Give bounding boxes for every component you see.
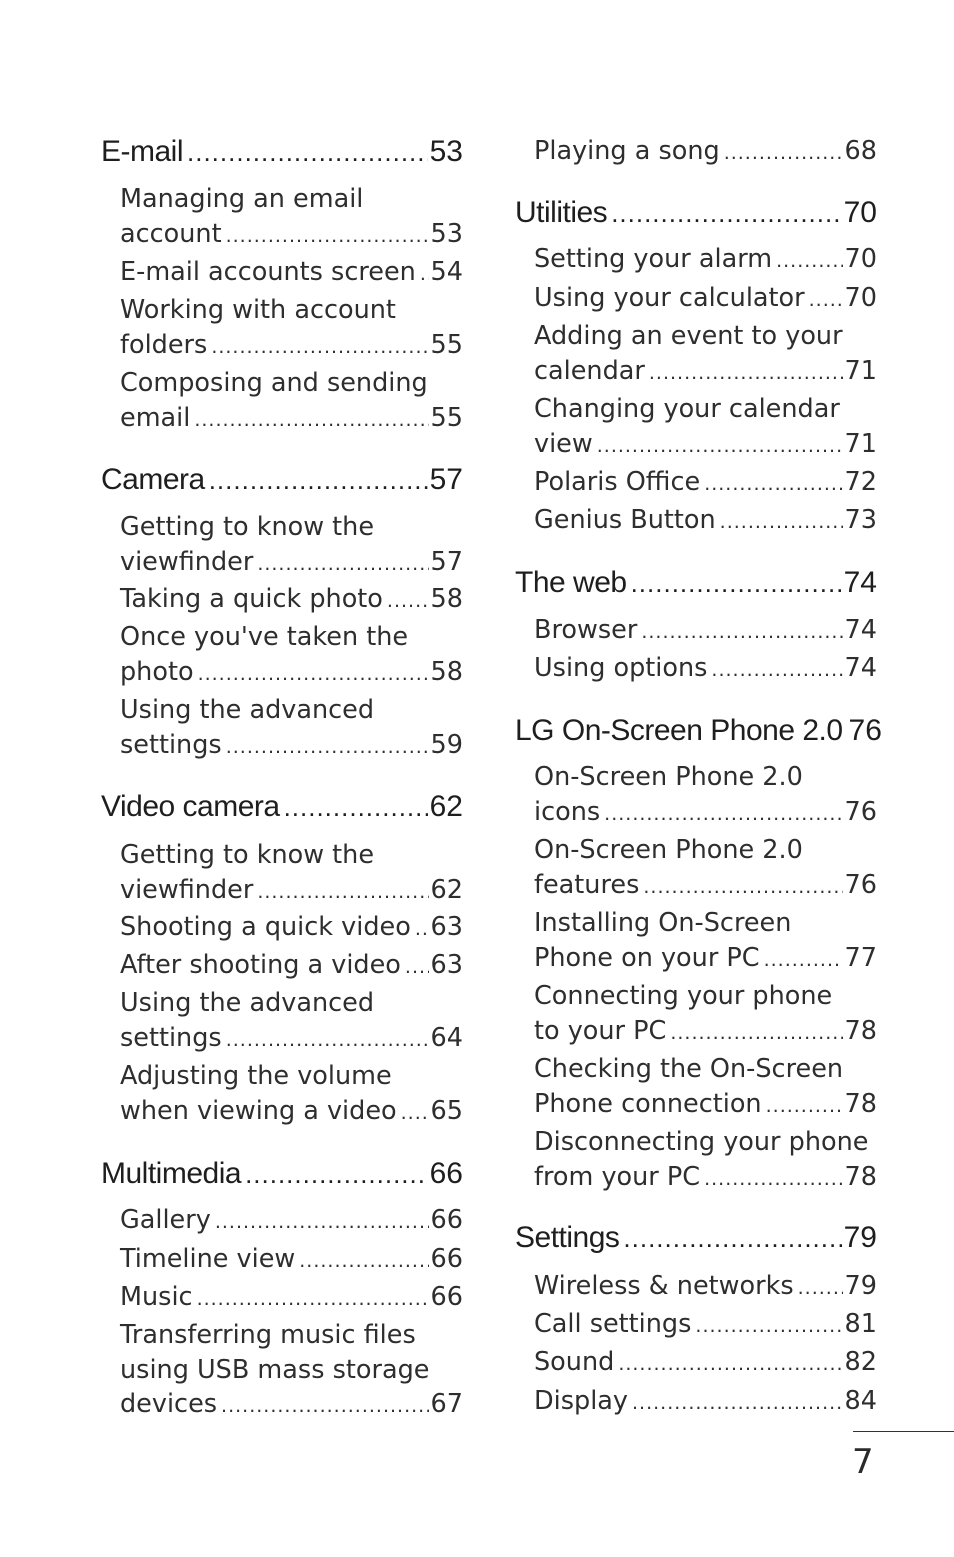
- entry-line: [120, 1280, 463, 1317]
- entry-page-number: 74: [844, 653, 877, 683]
- entry-title: when viewing a video: [120, 1095, 397, 1126]
- entry-title: Sound: [534, 1347, 615, 1377]
- dot-leader: [401, 1096, 429, 1131]
- toc-section[interactable]: [101, 790, 463, 824]
- entry-title: to your PC: [534, 1015, 667, 1046]
- entry-line: [120, 328, 463, 365]
- toc-entry[interactable]: [120, 948, 463, 985]
- dot-leader: [245, 1159, 428, 1190]
- entry-title-line: Getting to know the: [120, 840, 375, 870]
- entry-page-number: 58: [430, 656, 463, 687]
- entry-line: [120, 1021, 463, 1058]
- entry-title-line: On-Screen Phone 2.0: [534, 835, 803, 865]
- entry-title-line: Composing and sending: [120, 368, 428, 398]
- entry-title: Camera: [101, 463, 205, 496]
- toc-section[interactable]: [101, 463, 463, 497]
- dot-leader: [211, 330, 428, 365]
- entry-line: [534, 1269, 877, 1306]
- toc-section[interactable]: [515, 566, 877, 600]
- entry-title-line: Using the advanced: [120, 695, 375, 725]
- entry-line: [534, 427, 877, 464]
- entry-title: Using options: [534, 653, 708, 683]
- dot-leader: [798, 1271, 843, 1306]
- entry-page-number: 72: [844, 467, 877, 497]
- entry-title: Taking a quick photo: [120, 584, 383, 614]
- entry-title: Phone on your PC: [534, 942, 760, 973]
- dot-leader: [809, 283, 843, 318]
- entry-title: viewfinder: [120, 546, 254, 577]
- dot-leader: [643, 870, 842, 905]
- entry-page-number: 54: [430, 257, 463, 287]
- toc-section[interactable]: [515, 196, 877, 230]
- toc-entry[interactable]: [534, 465, 877, 502]
- entry-title: Multimedia: [101, 1157, 242, 1190]
- toc-entry[interactable]: [534, 979, 877, 1050]
- entry-title: photo: [120, 656, 194, 687]
- dot-leader: [197, 1282, 429, 1317]
- entry-title: Genius Button: [534, 505, 716, 535]
- entry-line: [120, 545, 463, 582]
- dot-leader: [632, 1386, 843, 1421]
- entry-line: [101, 463, 463, 497]
- entry-line: [534, 503, 877, 540]
- entry-page-number: 59: [430, 729, 463, 760]
- dot-leader: [776, 244, 842, 279]
- toc-entry[interactable]: [120, 1318, 463, 1424]
- entry-line: [534, 868, 877, 905]
- entry-page-number: 79: [843, 1221, 877, 1254]
- toc-entry[interactable]: [534, 1345, 877, 1382]
- dot-leader: [764, 943, 843, 978]
- entry-line: [534, 1014, 877, 1051]
- dot-leader: [724, 136, 843, 171]
- entry-title: LG On-Screen Phone 2.0: [515, 714, 843, 747]
- toc-entry[interactable]: [120, 1203, 463, 1240]
- toc-section[interactable]: [101, 135, 463, 169]
- toc-entry[interactable]: [120, 838, 463, 909]
- entry-title: Settings: [515, 1221, 620, 1254]
- entry-line: [515, 714, 882, 748]
- entry-title-line: Working with account: [120, 295, 396, 325]
- entry-line: [534, 613, 877, 650]
- toc-entry[interactable]: [120, 620, 463, 691]
- toc-entry[interactable]: [120, 1280, 463, 1317]
- dot-leader: [618, 1347, 842, 1382]
- dot-leader: [670, 1016, 842, 1051]
- dot-leader: [415, 912, 429, 947]
- entry-title: from your PC: [534, 1161, 701, 1192]
- entry-title-line: Using the advanced: [120, 988, 375, 1018]
- toc-entry[interactable]: [534, 1307, 877, 1344]
- entry-page-number: 66: [430, 1282, 463, 1312]
- entry-line: [534, 1345, 877, 1382]
- entry-page-number: 77: [844, 942, 877, 973]
- entry-line: [515, 566, 877, 600]
- entry-page-number: 62: [430, 874, 463, 905]
- toc-entry[interactable]: [534, 833, 877, 904]
- toc-entry[interactable]: [120, 293, 463, 364]
- entry-title: devices: [120, 1389, 218, 1419]
- dot-leader: [597, 429, 843, 464]
- entry-page-number: 71: [844, 355, 877, 386]
- dot-leader: [720, 505, 843, 540]
- dot-leader: [704, 1162, 842, 1197]
- entry-line: [120, 948, 463, 985]
- toc-entry[interactable]: [120, 255, 463, 292]
- dot-leader: [209, 465, 428, 496]
- entry-title: After shooting a video: [120, 950, 401, 980]
- entry-page-number: 63: [430, 912, 463, 942]
- dot-leader: [299, 1244, 428, 1279]
- entry-title: calendar: [534, 355, 645, 386]
- entry-page-number: 53: [430, 218, 463, 249]
- entry-page-number: 68: [844, 136, 877, 166]
- entry-line: [120, 582, 463, 619]
- entry-title-line: Transferring music files: [120, 1320, 416, 1350]
- entry-line: [101, 1157, 463, 1191]
- toc-entry[interactable]: [120, 1242, 463, 1279]
- toc-entry[interactable]: [120, 510, 463, 581]
- entry-line: [120, 255, 463, 292]
- dot-leader: [649, 356, 843, 391]
- page-number: 7: [852, 1442, 874, 1482]
- toc-entry[interactable]: [120, 986, 463, 1057]
- entry-page-number: 74: [843, 566, 877, 599]
- entry-title: email: [120, 402, 191, 433]
- toc-entry[interactable]: [534, 1269, 877, 1306]
- entry-line: [534, 941, 877, 978]
- dot-leader: [226, 1023, 429, 1058]
- entry-title: Polaris Office: [534, 467, 701, 497]
- entry-line: [120, 728, 463, 765]
- toc-entry[interactable]: [534, 1125, 877, 1196]
- entry-page-number: 71: [844, 428, 877, 459]
- entry-page-number: 82: [844, 1347, 877, 1377]
- dot-leader: [623, 1223, 841, 1254]
- entry-page-number: 70: [844, 283, 877, 313]
- toc-entry[interactable]: [120, 1059, 463, 1130]
- entry-title-line: Getting to know the: [120, 512, 375, 542]
- dot-leader: [387, 584, 429, 619]
- entry-line: [515, 196, 877, 230]
- toc-section[interactable]: [515, 1221, 877, 1255]
- toc-entry[interactable]: [534, 242, 877, 279]
- entry-title: The web: [515, 566, 627, 599]
- dot-leader: [631, 568, 842, 599]
- entry-title-line: using USB mass storage: [120, 1354, 430, 1385]
- entry-line: [534, 651, 877, 688]
- dot-leader: [198, 657, 429, 692]
- entry-title: E-mail accounts screen: [120, 257, 416, 287]
- entry-title-line: On-Screen Phone 2.0: [534, 762, 803, 792]
- dot-leader: [695, 1309, 842, 1344]
- entry-line: [120, 1387, 463, 1424]
- toc-section[interactable]: [101, 1157, 463, 1191]
- entry-page-number: 79: [844, 1271, 877, 1301]
- entry-title: features: [534, 869, 640, 900]
- entry-title: icons: [534, 796, 601, 827]
- toc-entry[interactable]: [120, 693, 463, 764]
- entry-title: Music: [120, 1282, 193, 1312]
- entry-page-number: 66: [430, 1244, 463, 1274]
- toc-entry[interactable]: [534, 1052, 877, 1123]
- entry-page-number: 66: [429, 1157, 463, 1190]
- dot-leader: [604, 797, 842, 832]
- entry-title-line: Adding an event to your: [534, 321, 843, 351]
- entry-page-number: 78: [844, 1088, 877, 1119]
- entry-page-number: 81: [844, 1309, 877, 1339]
- toc-entry[interactable]: [534, 281, 877, 318]
- toc-entry[interactable]: [534, 760, 877, 831]
- dot-leader: [704, 467, 842, 502]
- entry-line: [534, 1307, 877, 1344]
- entry-page-number: 55: [430, 402, 463, 433]
- dot-leader: [226, 219, 429, 254]
- entry-line: [534, 1160, 877, 1197]
- toc-entry[interactable]: [534, 1384, 877, 1421]
- entry-page-number: 76: [844, 796, 877, 827]
- toc-entry[interactable]: [120, 910, 463, 947]
- dot-leader: [405, 950, 429, 985]
- entry-title-line: Disconnecting your phone: [534, 1127, 869, 1157]
- entry-title: Shooting a quick video: [120, 912, 411, 942]
- entry-line: [534, 354, 877, 391]
- entry-title-line: Managing an email: [120, 184, 364, 214]
- toc-entry[interactable]: [120, 366, 463, 437]
- entry-page-number: 76: [844, 869, 877, 900]
- entry-page-number: 55: [430, 329, 463, 360]
- entry-line: [101, 135, 463, 169]
- entry-title-line: Checking the On-Screen: [534, 1054, 844, 1084]
- entry-line: [120, 910, 463, 947]
- dot-leader: [420, 257, 429, 292]
- dot-leader: [215, 1205, 429, 1240]
- entry-title: Setting your alarm: [534, 244, 773, 274]
- dot-leader: [226, 730, 429, 765]
- entry-title: account: [120, 218, 222, 249]
- entry-page-number: 57: [429, 463, 463, 496]
- entry-line: [534, 134, 877, 171]
- entry-page-number: 74: [844, 615, 877, 645]
- dot-leader: [194, 403, 428, 438]
- entry-title: Phone connection: [534, 1088, 762, 1119]
- entry-line: [120, 1094, 463, 1131]
- toc-entry[interactable]: [120, 182, 463, 253]
- entry-title: E-mail: [101, 135, 184, 168]
- entry-page-number: 65: [430, 1095, 463, 1126]
- page-number-rule: [853, 1431, 954, 1432]
- entry-title: Display: [534, 1386, 628, 1416]
- entry-line: [534, 1087, 877, 1124]
- entry-page-number: 53: [429, 135, 463, 168]
- dot-leader: [187, 137, 428, 168]
- entry-page-number: 70: [843, 196, 877, 229]
- entry-title-line: Once you've taken the: [120, 622, 409, 652]
- entry-page-number: 70: [844, 244, 877, 274]
- toc-entry[interactable]: [534, 319, 877, 390]
- entry-line: [515, 1221, 877, 1255]
- entry-line: [534, 242, 877, 279]
- toc-entry[interactable]: [534, 392, 877, 463]
- toc-entry[interactable]: [534, 613, 877, 650]
- entry-page-number: 64: [430, 1022, 463, 1053]
- dot-leader: [611, 198, 841, 229]
- entry-page-number: 67: [430, 1389, 463, 1419]
- toc-entry[interactable]: [534, 503, 877, 540]
- entry-page-number: 58: [430, 584, 463, 614]
- dot-leader: [257, 547, 428, 582]
- entry-line: [120, 217, 463, 254]
- entry-title: Call settings: [534, 1309, 692, 1339]
- entry-page-number: 57: [430, 546, 463, 577]
- entry-page-number: 78: [844, 1015, 877, 1046]
- entry-page-number: 78: [844, 1161, 877, 1192]
- entry-page-number: 62: [429, 790, 463, 823]
- entry-line: [120, 1242, 463, 1279]
- entry-line: [534, 1384, 877, 1421]
- entry-line: [534, 795, 877, 832]
- entry-title: folders: [120, 329, 208, 360]
- toc-entry[interactable]: [534, 651, 877, 688]
- dot-leader: [221, 1389, 429, 1424]
- toc-entry[interactable]: [120, 582, 463, 619]
- entry-line: [120, 1203, 463, 1240]
- entry-title: Video camera: [101, 790, 280, 823]
- entry-title: Browser: [534, 615, 638, 645]
- entry-title: Gallery: [120, 1205, 211, 1235]
- entry-page-number: 73: [844, 505, 877, 535]
- entry-title-line: Connecting your phone: [534, 981, 833, 1011]
- entry-page-number: 84: [844, 1386, 877, 1416]
- dot-leader: [641, 615, 842, 650]
- entry-page-number: 76: [848, 714, 882, 747]
- dot-leader: [766, 1089, 843, 1124]
- entry-page-number: 66: [430, 1205, 463, 1235]
- entry-title: Timeline view: [120, 1244, 296, 1274]
- entry-title: Using your calculator: [534, 283, 805, 313]
- entry-title: settings: [120, 729, 222, 760]
- entry-title: Playing a song: [534, 136, 720, 166]
- toc-entry[interactable]: [534, 134, 877, 171]
- entry-title: viewfinder: [120, 874, 254, 905]
- entry-title: Utilities: [515, 196, 608, 229]
- entry-line: [101, 790, 463, 824]
- entry-title: Wireless & networks: [534, 1271, 794, 1301]
- entry-title-line: Installing On-Screen: [534, 908, 792, 938]
- dot-leader: [284, 792, 428, 823]
- dot-leader: [711, 653, 842, 688]
- toc-entry[interactable]: [534, 906, 877, 977]
- entry-line: [120, 655, 463, 692]
- entry-title: view: [534, 428, 593, 459]
- entry-line: [120, 873, 463, 910]
- entry-line: [534, 281, 877, 318]
- entry-title: settings: [120, 1022, 222, 1053]
- dot-leader: [257, 875, 428, 910]
- entry-line: [120, 401, 463, 438]
- entry-line: [534, 465, 877, 502]
- entry-page-number: 63: [430, 950, 463, 980]
- entry-title-line: Adjusting the volume: [120, 1061, 392, 1091]
- toc-section[interactable]: [515, 714, 882, 748]
- entry-title-line: Changing your calendar: [534, 394, 840, 424]
